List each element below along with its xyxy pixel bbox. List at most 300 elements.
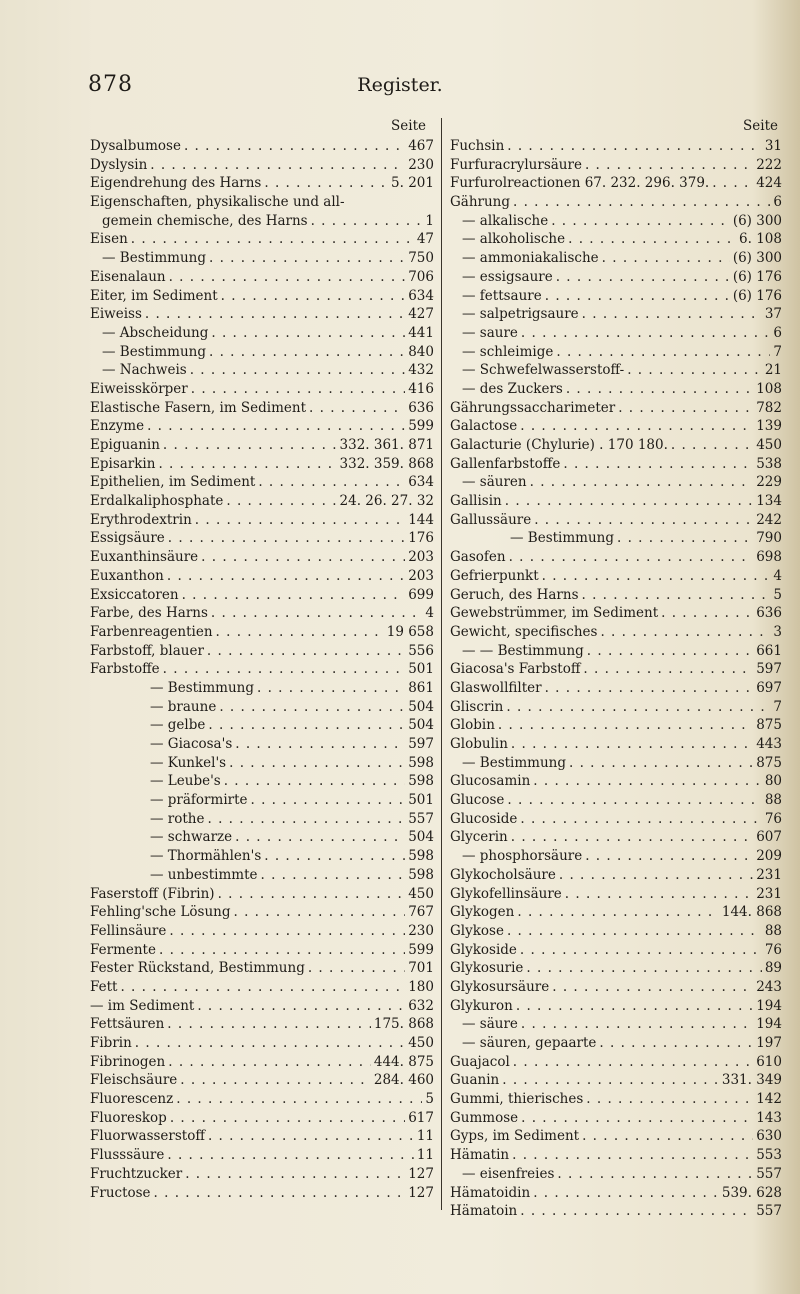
entry-term: Dysalbumose bbox=[90, 138, 181, 154]
entry-page-ref: 127 bbox=[408, 1184, 434, 1201]
dot-leader bbox=[530, 473, 754, 492]
entry-page-ref: 4 bbox=[425, 605, 434, 622]
entry-list bbox=[450, 137, 782, 1221]
dot-leader bbox=[224, 772, 406, 791]
index-entry bbox=[90, 679, 434, 698]
entry-term: Eiweiss bbox=[90, 306, 142, 323]
entry-term: Glucosamin bbox=[450, 773, 531, 790]
index-entry bbox=[450, 885, 782, 904]
entry-term: Glykosurie bbox=[450, 960, 524, 977]
entry-term: — Kunkel's bbox=[150, 754, 227, 771]
entry-term: — salpetrigsaure bbox=[462, 306, 579, 323]
entry-term: Guanin bbox=[450, 1072, 500, 1089]
index-entry bbox=[90, 193, 434, 212]
entry-term: Guajacol bbox=[450, 1053, 510, 1070]
entry-page-ref: 630 bbox=[756, 1128, 782, 1145]
index-entry bbox=[450, 193, 782, 212]
entry-term: Giacosa's Farbstoff bbox=[450, 661, 581, 678]
index-entry bbox=[90, 473, 434, 492]
entry-page-ref: 203 bbox=[408, 567, 434, 584]
entry-term: Epiguanin bbox=[90, 437, 160, 453]
entry-page-ref: 139 bbox=[756, 418, 782, 435]
index-entry bbox=[450, 903, 782, 922]
entry-term: — Nachweis bbox=[102, 362, 187, 379]
index-entry bbox=[450, 511, 782, 530]
entry-page-ref: 610 bbox=[756, 1053, 782, 1070]
index-entry bbox=[450, 305, 782, 324]
index-entry bbox=[90, 941, 434, 960]
entry-term: Glykoside bbox=[450, 941, 517, 958]
index-entry bbox=[90, 847, 434, 866]
entry-page-ref: 501 bbox=[408, 661, 434, 678]
entry-term: — rothe bbox=[150, 810, 205, 827]
entry-term: Glykose bbox=[450, 922, 504, 939]
index-entry bbox=[90, 1165, 434, 1184]
dot-leader bbox=[218, 885, 406, 904]
entry-term: Glykogen bbox=[450, 904, 515, 921]
index-entry bbox=[90, 1146, 434, 1165]
entry-page-ref: 230 bbox=[408, 922, 434, 939]
entry-term: Furfuracrylursäure bbox=[450, 156, 582, 173]
page-title: Register. bbox=[357, 74, 443, 96]
entry-page-ref: 6. 108 bbox=[739, 231, 782, 248]
entry-page-ref: 504 bbox=[408, 717, 434, 734]
dot-leader bbox=[602, 249, 730, 268]
entry-page-ref: 875 bbox=[756, 754, 782, 771]
index-entry bbox=[450, 959, 782, 978]
dot-leader bbox=[599, 1034, 753, 1053]
entry-page-ref: 31 bbox=[764, 138, 782, 154]
entry-term: Essigsäure bbox=[90, 530, 165, 547]
entry-page-ref: 598 bbox=[408, 848, 434, 865]
column-header-seite: Seite bbox=[743, 118, 778, 134]
dot-leader bbox=[583, 660, 753, 679]
index-entry bbox=[450, 941, 782, 960]
entry-term: — säuren, gepaarte bbox=[462, 1035, 597, 1051]
dot-leader bbox=[552, 978, 753, 997]
entry-page-ref: 229 bbox=[756, 474, 782, 491]
index-entry bbox=[90, 885, 434, 904]
entry-term: Gährung bbox=[450, 194, 511, 211]
entry-term: Galacturie (Chylurie) . 170 180. bbox=[450, 437, 668, 453]
entry-page-ref: 5. 201 bbox=[391, 175, 434, 192]
dot-leader bbox=[207, 642, 405, 661]
index-entry bbox=[450, 1165, 782, 1184]
index-entry bbox=[90, 1184, 434, 1203]
entry-term: Fruchtzucker bbox=[90, 1165, 183, 1182]
index-entry bbox=[450, 399, 782, 418]
dot-leader bbox=[180, 1071, 371, 1090]
index-entry bbox=[450, 791, 782, 810]
entry-page-ref: 661 bbox=[756, 642, 782, 659]
dot-leader bbox=[551, 212, 730, 231]
entry-term: Glucose bbox=[450, 792, 505, 809]
index-entry bbox=[90, 735, 434, 754]
dot-leader bbox=[582, 305, 762, 324]
index-entry bbox=[450, 772, 782, 791]
index-entry bbox=[90, 716, 434, 735]
entry-term: Glykocholsäure bbox=[450, 866, 556, 883]
entry-term: — Leube's bbox=[150, 773, 221, 790]
entry-term: — unbestimmte bbox=[150, 866, 258, 883]
entry-term: Eisen bbox=[90, 231, 128, 248]
column-header-seite: Seite bbox=[391, 118, 426, 134]
dot-leader bbox=[556, 343, 770, 362]
entry-page-ref: 861 bbox=[408, 679, 434, 696]
index-entry bbox=[450, 324, 782, 343]
entry-term: Gyps, im Sediment bbox=[450, 1128, 580, 1145]
entry-term: Gliscrin bbox=[450, 698, 504, 715]
entry-term: Dyslysin bbox=[90, 156, 148, 173]
dot-leader bbox=[511, 828, 753, 847]
entry-term: Flusssäure bbox=[90, 1147, 165, 1164]
index-entry bbox=[450, 473, 782, 492]
entry-page-ref: 222 bbox=[756, 156, 782, 173]
dot-leader bbox=[176, 1090, 422, 1109]
entry-list bbox=[90, 137, 434, 1202]
entry-term: — ammoniakalische bbox=[462, 250, 599, 267]
entry-term: Fluoreskop bbox=[90, 1109, 167, 1126]
entry-term: Fester Rückstand, Bestimmung bbox=[90, 960, 305, 977]
entry-term: — phosphorsäure bbox=[462, 848, 583, 865]
entry-page-ref: 597 bbox=[408, 736, 434, 752]
entry-page-ref: 706 bbox=[408, 268, 434, 285]
index-entry bbox=[90, 567, 434, 586]
entry-term: Eiweisskörper bbox=[90, 380, 188, 397]
index-entry bbox=[450, 174, 782, 193]
entry-page-ref: 144 bbox=[408, 511, 434, 528]
entry-page-ref: 504 bbox=[408, 829, 434, 846]
entry-page-ref: 7 bbox=[773, 698, 782, 715]
index-entry bbox=[90, 660, 434, 679]
index-entry bbox=[450, 1127, 782, 1146]
dot-leader bbox=[168, 529, 405, 548]
dot-leader bbox=[513, 1053, 753, 1072]
index-entry bbox=[90, 212, 434, 231]
entry-term: — eisenfreies bbox=[462, 1165, 555, 1182]
index-entry bbox=[90, 903, 434, 922]
dot-leader bbox=[209, 343, 405, 362]
index-column-left bbox=[90, 118, 434, 1202]
dot-leader bbox=[627, 361, 762, 380]
index-entry bbox=[90, 1109, 434, 1128]
entry-page-ref: 3 bbox=[773, 623, 782, 640]
entry-page-ref: 127 bbox=[408, 1165, 434, 1182]
entry-term: Gallussäure bbox=[450, 511, 532, 528]
entry-term: Fermente bbox=[90, 941, 156, 958]
entry-term: — Giacosa's bbox=[150, 736, 233, 752]
entry-term: — Bestimmung bbox=[102, 343, 207, 360]
entry-page-ref: 538 bbox=[756, 455, 782, 472]
dot-leader bbox=[216, 623, 384, 642]
entry-term: Farbstoffe bbox=[90, 661, 160, 678]
index-entry bbox=[90, 417, 434, 436]
entry-term: Geruch, des Harns bbox=[450, 586, 579, 603]
entry-term: Hämatoin bbox=[450, 1203, 518, 1220]
entry-term: — Bestimmung bbox=[462, 754, 567, 771]
entry-page-ref: 450 bbox=[408, 885, 434, 902]
entry-page-ref: 875 bbox=[756, 717, 782, 734]
dot-leader bbox=[169, 922, 405, 941]
entry-term: Eigenschaften, physikalische und all- bbox=[90, 194, 345, 211]
index-entry bbox=[90, 698, 434, 717]
entry-term: — gelbe bbox=[150, 717, 206, 734]
entry-term: Gasofen bbox=[450, 549, 506, 566]
entry-page-ref: (6) 176 bbox=[732, 268, 782, 285]
entry-page-ref: 209 bbox=[756, 848, 782, 865]
index-entry bbox=[450, 698, 782, 717]
dot-leader bbox=[582, 1127, 753, 1146]
dot-leader bbox=[661, 604, 753, 623]
entry-page-ref: 840 bbox=[408, 343, 434, 360]
dot-leader bbox=[509, 548, 754, 567]
dot-leader bbox=[163, 660, 406, 679]
index-entry bbox=[90, 828, 434, 847]
dot-leader bbox=[150, 156, 405, 175]
index-entry bbox=[450, 997, 782, 1016]
entry-page-ref: 11 bbox=[416, 1147, 434, 1164]
entry-page-ref: 432 bbox=[408, 362, 434, 379]
entry-page-ref: 203 bbox=[408, 549, 434, 566]
entry-term: Farbenreagentien bbox=[90, 623, 213, 640]
index-entry bbox=[450, 922, 782, 941]
dot-leader bbox=[159, 941, 405, 960]
entry-term: — Abscheidung bbox=[102, 324, 209, 341]
entry-page-ref: 790 bbox=[756, 530, 782, 547]
entry-term: Gewicht, specifisches bbox=[450, 623, 598, 640]
index-entry bbox=[90, 772, 434, 791]
dot-leader bbox=[190, 361, 406, 380]
entry-page-ref: 37 bbox=[764, 306, 782, 323]
entry-term: — braune bbox=[150, 698, 217, 715]
entry-term: Gewebstrümmer, im Sediment bbox=[450, 605, 659, 622]
entry-page-ref: 557 bbox=[756, 1165, 782, 1182]
dot-leader bbox=[545, 679, 754, 698]
entry-page-ref: 557 bbox=[756, 1203, 782, 1220]
entry-term: — Bestimmung bbox=[150, 679, 255, 696]
entry-term: Gefrierpunkt bbox=[450, 567, 539, 584]
dot-leader bbox=[235, 828, 405, 847]
dot-leader bbox=[507, 137, 762, 156]
entry-term: Farbstoff, blauer bbox=[90, 642, 204, 659]
entry-page-ref: 636 bbox=[408, 399, 434, 416]
index-entry bbox=[450, 548, 782, 567]
dot-leader bbox=[135, 1034, 405, 1053]
entry-term: Glykosursäure bbox=[450, 978, 550, 995]
entry-term: Gährungssaccharimeter bbox=[450, 399, 616, 416]
entry-term: Globulin bbox=[450, 736, 508, 752]
dot-leader bbox=[167, 567, 405, 586]
index-entry bbox=[450, 866, 782, 885]
dot-leader bbox=[261, 866, 406, 885]
index-entry bbox=[90, 1053, 434, 1072]
entry-page-ref: 142 bbox=[756, 1091, 782, 1108]
dot-leader bbox=[258, 473, 405, 492]
index-entry bbox=[450, 660, 782, 679]
index-entry bbox=[450, 978, 782, 997]
entry-page-ref: 108 bbox=[756, 380, 782, 397]
index-entry bbox=[90, 361, 434, 380]
dot-leader bbox=[520, 941, 762, 960]
entry-page-ref: 416 bbox=[408, 380, 434, 397]
entry-term: Glykofellinsäure bbox=[450, 885, 562, 902]
entry-page-ref: (6) 176 bbox=[732, 287, 782, 304]
entry-page-ref: 231 bbox=[756, 885, 782, 902]
index-entry bbox=[450, 1015, 782, 1034]
entry-term: Gummose bbox=[450, 1109, 519, 1126]
entry-term: Elastische Fasern, im Sediment bbox=[90, 399, 307, 416]
dot-leader bbox=[167, 1146, 413, 1165]
index-entry bbox=[90, 978, 434, 997]
entry-term: Fluorwasserstoff bbox=[90, 1128, 205, 1145]
entry-page-ref: 427 bbox=[408, 306, 434, 323]
entry-page-ref: 134 bbox=[756, 493, 782, 510]
index-entry bbox=[450, 679, 782, 698]
dot-leader bbox=[208, 1127, 414, 1146]
index-entry bbox=[450, 604, 782, 623]
entry-term: Gummi, thierisches bbox=[450, 1091, 584, 1108]
entry-page-ref: 444. 875 bbox=[373, 1053, 434, 1070]
entry-term: Furfurolreactionen 67. 232. 296. 379. bbox=[450, 175, 710, 192]
entry-page-ref: 557 bbox=[408, 810, 434, 827]
dot-leader bbox=[563, 455, 753, 474]
index-entry bbox=[90, 529, 434, 548]
entry-term: Exsiccatoren bbox=[90, 586, 179, 603]
entry-term: Enzyme bbox=[90, 418, 145, 435]
entry-term: Euxanthinsäure bbox=[90, 549, 199, 566]
entry-page-ref: 501 bbox=[408, 792, 434, 809]
dot-leader bbox=[520, 1202, 753, 1221]
index-entry bbox=[90, 492, 434, 511]
dot-leader bbox=[502, 1071, 719, 1090]
entry-term: Episarkin bbox=[90, 455, 156, 472]
index-entry bbox=[90, 380, 434, 399]
entry-term: Glaswollfilter bbox=[450, 679, 542, 696]
dot-leader bbox=[712, 174, 753, 193]
entry-term: — saure bbox=[462, 324, 518, 341]
dot-leader bbox=[197, 997, 405, 1016]
entry-page-ref: 632 bbox=[408, 997, 434, 1014]
dot-leader bbox=[520, 810, 761, 829]
entry-page-ref: 5 bbox=[773, 586, 782, 603]
entry-term: — des Zuckers bbox=[462, 380, 563, 397]
entry-term: — im Sediment bbox=[90, 997, 195, 1014]
entry-page-ref: 88 bbox=[764, 792, 782, 809]
dot-leader bbox=[131, 230, 414, 249]
dot-leader bbox=[617, 529, 753, 548]
index-entry bbox=[90, 174, 434, 193]
entry-page-ref: 80 bbox=[764, 773, 782, 790]
index-entry bbox=[90, 156, 434, 175]
entry-term: — alkalische bbox=[462, 212, 549, 229]
dot-leader bbox=[521, 324, 771, 343]
entry-term: — Schwefelwasserstoff- bbox=[462, 362, 625, 379]
index-entry bbox=[90, 1127, 434, 1146]
entry-term: — alkoholische bbox=[462, 231, 566, 248]
dot-leader bbox=[264, 847, 405, 866]
dot-leader bbox=[167, 1015, 371, 1034]
entry-page-ref: 553 bbox=[756, 1147, 782, 1164]
entry-page-ref: 47 bbox=[416, 231, 434, 248]
index-entry bbox=[450, 156, 782, 175]
entry-term: — präformirte bbox=[150, 792, 248, 809]
index-entry bbox=[90, 436, 434, 455]
dot-leader bbox=[120, 978, 405, 997]
entry-page-ref: 539. 628 bbox=[721, 1184, 782, 1201]
dot-leader bbox=[533, 772, 762, 791]
index-entry bbox=[90, 548, 434, 567]
entry-term: Epithelien, im Sediment bbox=[90, 474, 256, 491]
entry-term: Glycerin bbox=[450, 829, 508, 846]
entry-page-ref: 144. 868 bbox=[721, 904, 782, 921]
entry-page-ref: 4 bbox=[773, 567, 782, 584]
index-entry bbox=[90, 1034, 434, 1053]
entry-page-ref: 88 bbox=[764, 922, 782, 939]
dot-leader bbox=[226, 492, 336, 511]
entry-page-ref: 332. 361. 871 bbox=[339, 437, 434, 453]
index-entry bbox=[450, 137, 782, 156]
entry-page-ref: 599 bbox=[408, 941, 434, 958]
entry-page-ref: (6) 300 bbox=[732, 212, 782, 229]
index-entry bbox=[450, 417, 782, 436]
index-entry bbox=[450, 1090, 782, 1109]
dot-leader bbox=[182, 586, 406, 605]
index-entry bbox=[450, 754, 782, 773]
dot-leader bbox=[533, 1184, 719, 1203]
index-entry bbox=[450, 249, 782, 268]
dot-leader bbox=[526, 959, 761, 978]
entry-term: Farbe, des Harns bbox=[90, 605, 208, 622]
dot-leader bbox=[517, 903, 719, 922]
index-entry bbox=[450, 287, 782, 306]
dot-leader bbox=[309, 399, 405, 418]
index-entry bbox=[450, 642, 782, 661]
dot-leader bbox=[257, 679, 405, 698]
dot-leader bbox=[556, 268, 730, 287]
index-entry bbox=[450, 735, 782, 754]
dot-leader bbox=[145, 305, 405, 324]
entry-page-ref: 598 bbox=[408, 754, 434, 771]
entry-page-ref: 607 bbox=[756, 829, 782, 846]
entry-term: Galactose bbox=[450, 418, 518, 435]
entry-term: Euxanthon bbox=[90, 567, 164, 584]
index-entry bbox=[90, 866, 434, 885]
entry-term: Fleischsäure bbox=[90, 1072, 178, 1089]
index-entry bbox=[90, 1071, 434, 1090]
dot-leader bbox=[163, 436, 337, 455]
dot-leader bbox=[671, 436, 753, 455]
index-entry bbox=[450, 436, 782, 455]
entry-page-ref: 1 bbox=[425, 212, 434, 229]
entry-term: Fett bbox=[90, 978, 118, 995]
entry-term: Fluorescenz bbox=[90, 1091, 174, 1108]
entry-term: Glucoside bbox=[450, 810, 518, 827]
entry-term: Eigendrehung des Harns bbox=[90, 175, 262, 192]
entry-page-ref: 7 bbox=[773, 343, 782, 360]
index-entry bbox=[90, 959, 434, 978]
dot-leader bbox=[585, 847, 753, 866]
entry-page-ref: 597 bbox=[756, 661, 782, 678]
entry-term: — schwarze bbox=[150, 829, 233, 846]
index-entry bbox=[90, 586, 434, 605]
index-entry bbox=[450, 1184, 782, 1203]
index-entry bbox=[450, 1071, 782, 1090]
index-entry bbox=[450, 828, 782, 847]
entry-term: Fellinsäure bbox=[90, 922, 167, 939]
dot-leader bbox=[498, 716, 753, 735]
entry-page-ref: 243 bbox=[756, 978, 782, 995]
dot-leader bbox=[184, 137, 405, 156]
